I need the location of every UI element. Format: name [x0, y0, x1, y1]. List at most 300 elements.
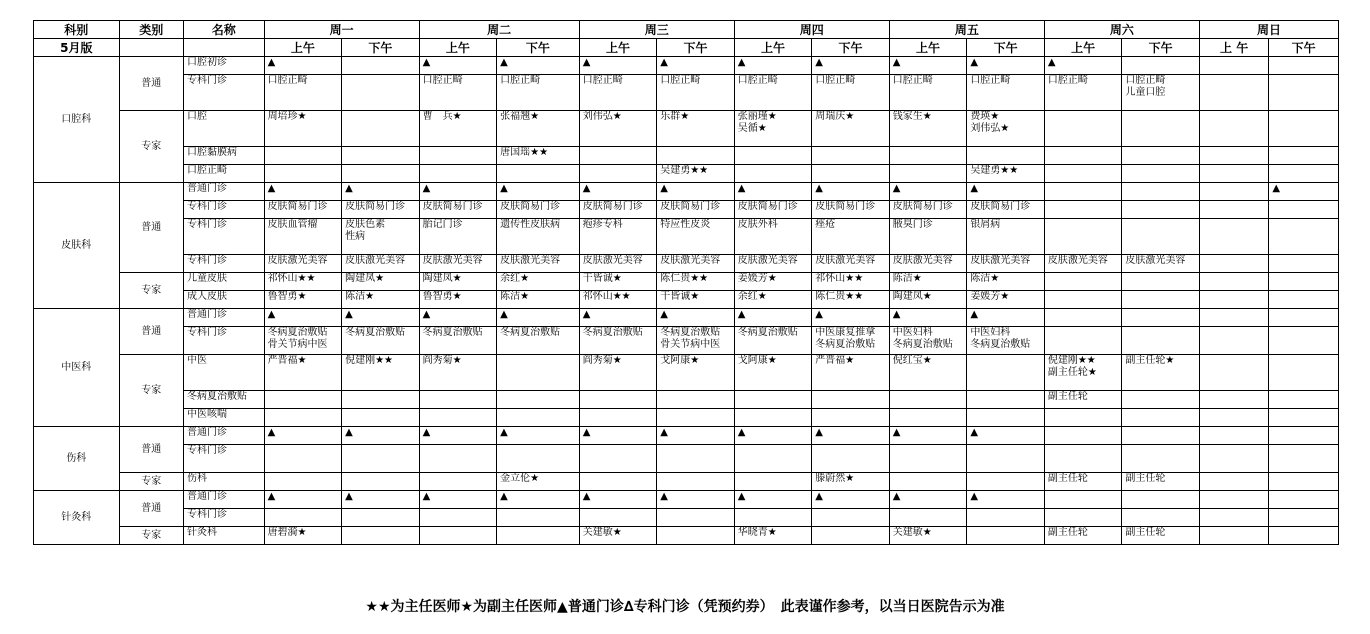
- schedule-cell: 腋臭门诊: [889, 219, 967, 255]
- schedule-cell: 皮肤激光美容: [734, 255, 812, 273]
- schedule-cell: [342, 391, 420, 409]
- schedule-cell: [342, 165, 420, 183]
- schedule-cell: ▲: [812, 491, 890, 509]
- department-name: 皮肤科: [34, 183, 120, 309]
- schedule-cell: 金立伦★: [497, 473, 580, 491]
- schedule-cell: [497, 391, 580, 409]
- clinic-type: 专家: [119, 473, 183, 491]
- schedule-cell: 中医妇科 冬病夏治敷贴: [967, 327, 1045, 355]
- schedule-cell: [657, 473, 735, 491]
- schedule-cell: 副主任轮★: [1122, 355, 1200, 391]
- schedule-row: [34, 309, 1339, 327]
- schedule-cell: [1199, 273, 1268, 291]
- schedule-cell: [1199, 147, 1268, 165]
- clinic-name: 专科门诊: [184, 75, 265, 111]
- schedule-cell: 姜媛芳★: [967, 291, 1045, 309]
- schedule-cell: [1122, 427, 1200, 445]
- schedule-cell: 口腔正畸: [264, 75, 342, 111]
- schedule-cell: [342, 473, 420, 491]
- schedule-cell: [1199, 355, 1268, 391]
- schedule-cell: [342, 111, 420, 147]
- schedule-cell: ▲: [264, 491, 342, 509]
- schedule-cell: [734, 391, 812, 409]
- schedule-cell: ▲: [967, 309, 1045, 327]
- schedule-cell: 口腔正畸 儿童口腔: [1122, 75, 1200, 111]
- schedule-cell: [264, 391, 342, 409]
- schedule-cell: 鲁智勇★: [419, 291, 497, 309]
- schedule-cell: 皮肤激光美容: [812, 255, 890, 273]
- schedule-cell: ▲: [889, 57, 967, 75]
- schedule-cell: 滕蔚然★: [812, 473, 890, 491]
- schedule-cell: [967, 445, 1045, 473]
- schedule-cell: 口腔正畸: [734, 75, 812, 111]
- schedule-cell: [497, 165, 580, 183]
- schedule-cell: 皮肤激光美容: [1122, 255, 1200, 273]
- schedule-cell: ▲: [264, 57, 342, 75]
- schedule-cell: 皮肤简易门诊: [657, 201, 735, 219]
- schedule-cell: [1122, 273, 1200, 291]
- schedule-cell: ▲: [419, 57, 497, 75]
- schedule-cell: 干皆诚★: [579, 273, 657, 291]
- schedule-cell: ▲: [734, 183, 812, 201]
- schedule-cell: 冬病夏治敷贴 骨关节病中医: [264, 327, 342, 355]
- schedule-cell: 阎秀菊★: [419, 355, 497, 391]
- schedule-cell: 倪建刚★★: [342, 355, 420, 391]
- schedule-cell: 祁怀山★★: [264, 273, 342, 291]
- schedule-cell: [657, 391, 735, 409]
- schedule-cell: [1199, 409, 1268, 427]
- schedule-cell: [812, 147, 890, 165]
- schedule-cell: [579, 391, 657, 409]
- header-am: 上午: [264, 39, 342, 57]
- schedule-cell: ▲: [889, 183, 967, 201]
- schedule-cell: 余红★: [734, 291, 812, 309]
- schedule-cell: [264, 147, 342, 165]
- schedule-cell: ▲: [734, 427, 812, 445]
- header-am: 上午: [419, 39, 497, 57]
- schedule-cell: [1044, 111, 1122, 147]
- schedule-cell: [889, 147, 967, 165]
- clinic-name: 专科门诊: [184, 219, 265, 255]
- schedule-cell: [967, 391, 1045, 409]
- schedule-cell: 皮肤简易门诊: [579, 201, 657, 219]
- header-row-periods: [34, 39, 1339, 57]
- schedule-cell: 关建敏★: [889, 527, 967, 545]
- schedule-cell: [1122, 409, 1200, 427]
- schedule-cell: 皮肤激光美容: [889, 255, 967, 273]
- schedule-cell: [579, 445, 657, 473]
- schedule-cell: 皮肤外科: [734, 219, 812, 255]
- clinic-type: 专家: [119, 273, 183, 309]
- schedule-cell: 刘伟弘★: [579, 111, 657, 147]
- schedule-cell: ▲: [419, 491, 497, 509]
- schedule-cell: ▲: [579, 309, 657, 327]
- schedule-cell: [1269, 391, 1339, 409]
- schedule-cell: [1122, 291, 1200, 309]
- schedule-cell: [419, 165, 497, 183]
- schedule-cell: ▲: [419, 427, 497, 445]
- schedule-row: [34, 147, 1339, 165]
- header-pm: 下午: [497, 39, 580, 57]
- schedule-cell: 皮肤血管瘤: [264, 219, 342, 255]
- clinic-name: 中医咳喘: [184, 409, 265, 427]
- schedule-cell: [1199, 473, 1268, 491]
- schedule-row: [34, 409, 1339, 427]
- schedule-cell: [342, 75, 420, 111]
- schedule-cell: [342, 57, 420, 75]
- schedule-cell: [1122, 491, 1200, 509]
- header-blank: [184, 39, 265, 57]
- schedule-cell: 严晋福★: [264, 355, 342, 391]
- schedule-cell: [579, 509, 657, 527]
- schedule-cell: [889, 409, 967, 427]
- schedule-cell: [889, 165, 967, 183]
- schedule-cell: [1269, 57, 1339, 75]
- schedule-cell: [1044, 147, 1122, 165]
- schedule-cell: 副主任轮: [1044, 527, 1122, 545]
- header-day-sun: 周日: [1199, 21, 1338, 39]
- schedule-cell: [1122, 309, 1200, 327]
- schedule-cell: [812, 165, 890, 183]
- schedule-cell: 皮肤简易门诊: [264, 201, 342, 219]
- schedule-cell: ▲: [579, 183, 657, 201]
- schedule-cell: [1269, 201, 1339, 219]
- schedule-cell: [967, 509, 1045, 527]
- schedule-cell: [1199, 309, 1268, 327]
- clinic-name: 专科门诊: [184, 201, 265, 219]
- header-day-sat: 周六: [1044, 21, 1199, 39]
- schedule-cell: [264, 509, 342, 527]
- schedule-row: [34, 427, 1339, 445]
- schedule-cell: ▲: [497, 491, 580, 509]
- schedule-cell: [1199, 527, 1268, 545]
- schedule-cell: [1044, 445, 1122, 473]
- header-day-thu: 周四: [734, 21, 889, 39]
- header-blank: [119, 39, 183, 57]
- schedule-cell: [1044, 165, 1122, 183]
- header-day-mon: 周一: [264, 21, 419, 39]
- schedule-cell: [1269, 255, 1339, 273]
- schedule-cell: [1122, 445, 1200, 473]
- schedule-cell: 皮肤激光美容: [579, 255, 657, 273]
- schedule-cell: 唐国瑶★★: [497, 147, 580, 165]
- schedule-cell: [967, 473, 1045, 491]
- schedule-cell: 皮肤激光美容: [967, 255, 1045, 273]
- header-pm: 下午: [967, 39, 1045, 57]
- schedule-cell: ▲: [657, 183, 735, 201]
- header-type: 类别: [119, 21, 183, 39]
- schedule-row: [34, 219, 1339, 255]
- header-pm: 下午: [657, 39, 735, 57]
- clinic-name: 普通门诊: [184, 427, 265, 445]
- schedule-cell: [1199, 427, 1268, 445]
- header-pm: 下午: [342, 39, 420, 57]
- schedule-cell: [497, 445, 580, 473]
- schedule-row: [34, 165, 1339, 183]
- schedule-cell: [1269, 355, 1339, 391]
- schedule-cell: 冬病夏治敷贴: [579, 327, 657, 355]
- header-version: 5月版: [34, 39, 120, 57]
- clinic-type: 专家: [119, 527, 183, 545]
- schedule-cell: ▲: [734, 57, 812, 75]
- schedule-cell: ▲: [967, 57, 1045, 75]
- clinic-type: 专家: [119, 111, 183, 183]
- schedule-cell: [1199, 201, 1268, 219]
- schedule-cell: 戈阿康★: [657, 355, 735, 391]
- schedule-cell: 遗传性皮肤病: [497, 219, 580, 255]
- schedule-cell: 姜媛芳★: [734, 273, 812, 291]
- schedule-cell: [264, 409, 342, 427]
- schedule-cell: ▲: [889, 491, 967, 509]
- clinic-name: 伤科: [184, 473, 265, 491]
- schedule-cell: [1122, 201, 1200, 219]
- schedule-cell: 口腔正畸: [419, 75, 497, 111]
- schedule-cell: 陈仁贵★★: [812, 291, 890, 309]
- schedule-cell: 严晋福★: [812, 355, 890, 391]
- schedule-cell: [1269, 509, 1339, 527]
- clinic-name: 成人皮肤: [184, 291, 265, 309]
- department-name: 口腔科: [34, 57, 120, 183]
- schedule-cell: [1122, 509, 1200, 527]
- schedule-cell: ▲: [264, 309, 342, 327]
- header-day-wed: 周三: [579, 21, 734, 39]
- schedule-cell: [1122, 327, 1200, 355]
- schedule-cell: ▲: [657, 309, 735, 327]
- schedule-cell: [657, 409, 735, 427]
- schedule-cell: [1269, 491, 1339, 509]
- schedule-cell: 张丽瑾★ 吴循★: [734, 111, 812, 147]
- schedule-cell: [1269, 219, 1339, 255]
- schedule-row: [34, 491, 1339, 509]
- schedule-cell: 口腔正畸: [657, 75, 735, 111]
- schedule-cell: 口腔正畸: [497, 75, 580, 111]
- schedule-cell: 戈阿康★: [734, 355, 812, 391]
- schedule-cell: [1199, 509, 1268, 527]
- clinic-name: 普通门诊: [184, 183, 265, 201]
- schedule-cell: [1269, 327, 1339, 355]
- header-am: 上午: [579, 39, 657, 57]
- schedule-cell: 关建敏★: [579, 527, 657, 545]
- schedule-cell: 冬病夏治敷贴: [342, 327, 420, 355]
- schedule-cell: 口腔正畸: [579, 75, 657, 111]
- header-day-tue: 周二: [419, 21, 579, 39]
- clinic-type: 普通: [119, 57, 183, 111]
- schedule-cell: [1044, 509, 1122, 527]
- clinic-schedule-table: [33, 20, 1339, 545]
- schedule-cell: [734, 165, 812, 183]
- clinic-name: 专科门诊: [184, 509, 265, 527]
- schedule-cell: ▲: [579, 57, 657, 75]
- schedule-cell: [1044, 327, 1122, 355]
- schedule-row: [34, 391, 1339, 409]
- schedule-cell: [734, 445, 812, 473]
- schedule-cell: [1269, 445, 1339, 473]
- schedule-cell: [264, 445, 342, 473]
- schedule-row: [34, 201, 1339, 219]
- clinic-name: 口腔: [184, 111, 265, 147]
- schedule-cell: [1199, 57, 1268, 75]
- schedule-cell: [889, 445, 967, 473]
- schedule-cell: [1269, 409, 1339, 427]
- clinic-name: 口腔正畸: [184, 165, 265, 183]
- clinic-type: 普通: [119, 309, 183, 355]
- schedule-cell: [812, 445, 890, 473]
- schedule-cell: [342, 409, 420, 427]
- schedule-cell: 干皆诚★: [657, 291, 735, 309]
- schedule-cell: [1122, 391, 1200, 409]
- schedule-cell: ▲: [812, 57, 890, 75]
- schedule-cell: 陶建凤★: [342, 273, 420, 291]
- schedule-cell: [1044, 183, 1122, 201]
- schedule-cell: [419, 409, 497, 427]
- schedule-cell: [497, 409, 580, 427]
- schedule-cell: [1269, 147, 1339, 165]
- clinic-type: 专家: [119, 355, 183, 427]
- schedule-cell: 费瑛★ 刘伟弘★: [967, 111, 1045, 147]
- schedule-cell: 胎记门诊: [419, 219, 497, 255]
- clinic-type: 普通: [119, 491, 183, 527]
- schedule-cell: 口腔正畸: [1044, 75, 1122, 111]
- schedule-cell: 吴建勇★★: [967, 165, 1045, 183]
- schedule-cell: 皮肤色素 性病: [342, 219, 420, 255]
- clinic-name: 中医: [184, 355, 265, 391]
- clinic-name: 口腔黏膜病: [184, 147, 265, 165]
- schedule-cell: [812, 527, 890, 545]
- schedule-cell: 曹 兵★: [419, 111, 497, 147]
- schedule-cell: 钱家生★: [889, 111, 967, 147]
- schedule-cell: [1044, 291, 1122, 309]
- schedule-cell: ▲: [497, 309, 580, 327]
- schedule-cell: ▲: [264, 183, 342, 201]
- schedule-cell: 特应性皮炎: [657, 219, 735, 255]
- schedule-cell: 阎秀菊★: [579, 355, 657, 391]
- schedule-cell: ▲: [812, 183, 890, 201]
- schedule-cell: ▲: [579, 491, 657, 509]
- schedule-cell: ▲: [342, 309, 420, 327]
- department-name: 针灸科: [34, 491, 120, 545]
- schedule-cell: [419, 473, 497, 491]
- department-name: 中医科: [34, 309, 120, 427]
- header-am: 上午: [1044, 39, 1122, 57]
- schedule-cell: [1269, 273, 1339, 291]
- schedule-cell: [419, 509, 497, 527]
- schedule-cell: [1269, 427, 1339, 445]
- schedule-cell: ▲: [657, 491, 735, 509]
- schedule-cell: 皮肤激光美容: [1044, 255, 1122, 273]
- schedule-cell: [1044, 427, 1122, 445]
- schedule-cell: [1199, 75, 1268, 111]
- schedule-cell: [657, 527, 735, 545]
- schedule-cell: [1269, 309, 1339, 327]
- schedule-cell: [1199, 255, 1268, 273]
- schedule-cell: [1122, 165, 1200, 183]
- schedule-cell: [1199, 165, 1268, 183]
- schedule-cell: [1269, 111, 1339, 147]
- schedule-cell: ▲: [657, 427, 735, 445]
- schedule-cell: [734, 509, 812, 527]
- schedule-cell: [734, 473, 812, 491]
- schedule-cell: 副主任轮: [1044, 391, 1122, 409]
- schedule-cell: 陶建凤★: [889, 291, 967, 309]
- schedule-cell: ▲: [889, 427, 967, 445]
- schedule-cell: [264, 165, 342, 183]
- schedule-row: [34, 445, 1339, 473]
- schedule-cell: [1269, 75, 1339, 111]
- schedule-cell: [579, 409, 657, 427]
- schedule-cell: [1044, 273, 1122, 291]
- schedule-cell: [1269, 165, 1339, 183]
- schedule-cell: ▲: [1269, 183, 1339, 201]
- schedule-cell: 陈洁★: [889, 273, 967, 291]
- schedule-cell: 皮肤简易门诊: [812, 201, 890, 219]
- schedule-cell: 中医康复推拿 冬病夏治敷贴: [812, 327, 890, 355]
- legend-note: ★★为主任医师★为副主任医师▲普通门诊∆专科门诊（凭预约券） 此表谨作参考，以当日医院告示为准: [365, 599, 1005, 615]
- schedule-cell: 皮肤激光美容: [497, 255, 580, 273]
- schedule-cell: [1269, 527, 1339, 545]
- schedule-cell: [734, 147, 812, 165]
- schedule-cell: 皮肤简易门诊: [342, 201, 420, 219]
- schedule-cell: 陈洁★: [342, 291, 420, 309]
- schedule-cell: [342, 527, 420, 545]
- schedule-cell: [812, 509, 890, 527]
- header-dept: 科别: [34, 21, 120, 39]
- schedule-cell: [967, 527, 1045, 545]
- schedule-cell: ▲: [342, 183, 420, 201]
- schedule-cell: ▲: [812, 309, 890, 327]
- schedule-cell: 陈洁★: [967, 273, 1045, 291]
- schedule-cell: 皮肤简易门诊: [967, 201, 1045, 219]
- schedule-cell: ▲: [497, 427, 580, 445]
- header-am: 上午: [734, 39, 812, 57]
- schedule-cell: 陶建凤★: [419, 273, 497, 291]
- clinic-type: 普通: [119, 183, 183, 273]
- clinic-type: 普通: [119, 427, 183, 473]
- schedule-cell: [1199, 445, 1268, 473]
- schedule-cell: 口腔正畸: [812, 75, 890, 111]
- schedule-cell: [419, 391, 497, 409]
- schedule-row: [34, 291, 1339, 309]
- schedule-cell: [1044, 491, 1122, 509]
- schedule-cell: [1199, 183, 1268, 201]
- schedule-cell: [1122, 111, 1200, 147]
- schedule-cell: ▲: [1044, 57, 1122, 75]
- header-day-fri: 周五: [889, 21, 1044, 39]
- schedule-cell: 银屑病: [967, 219, 1045, 255]
- schedule-cell: [657, 509, 735, 527]
- schedule-cell: [1044, 409, 1122, 427]
- schedule-row: [34, 57, 1339, 75]
- schedule-cell: 唐碧漪★: [264, 527, 342, 545]
- schedule-cell: [1199, 291, 1268, 309]
- schedule-cell: [1199, 391, 1268, 409]
- schedule-cell: [812, 409, 890, 427]
- schedule-cell: [342, 509, 420, 527]
- header-pm: 下午: [1269, 39, 1339, 57]
- schedule-cell: 副主任轮: [1122, 527, 1200, 545]
- header-am: 上 午: [1199, 39, 1268, 57]
- schedule-cell: [1199, 327, 1268, 355]
- schedule-cell: 祁怀山★★: [812, 273, 890, 291]
- schedule-cell: [1044, 219, 1122, 255]
- schedule-cell: [497, 355, 580, 391]
- header-name: 名称: [184, 21, 265, 39]
- schedule-cell: [1044, 201, 1122, 219]
- schedule-cell: [1199, 219, 1268, 255]
- schedule-cell: ▲: [967, 427, 1045, 445]
- schedule-cell: 皮肤激光美容: [657, 255, 735, 273]
- header-am: 上午: [889, 39, 967, 57]
- schedule-cell: 皮肤简易门诊: [734, 201, 812, 219]
